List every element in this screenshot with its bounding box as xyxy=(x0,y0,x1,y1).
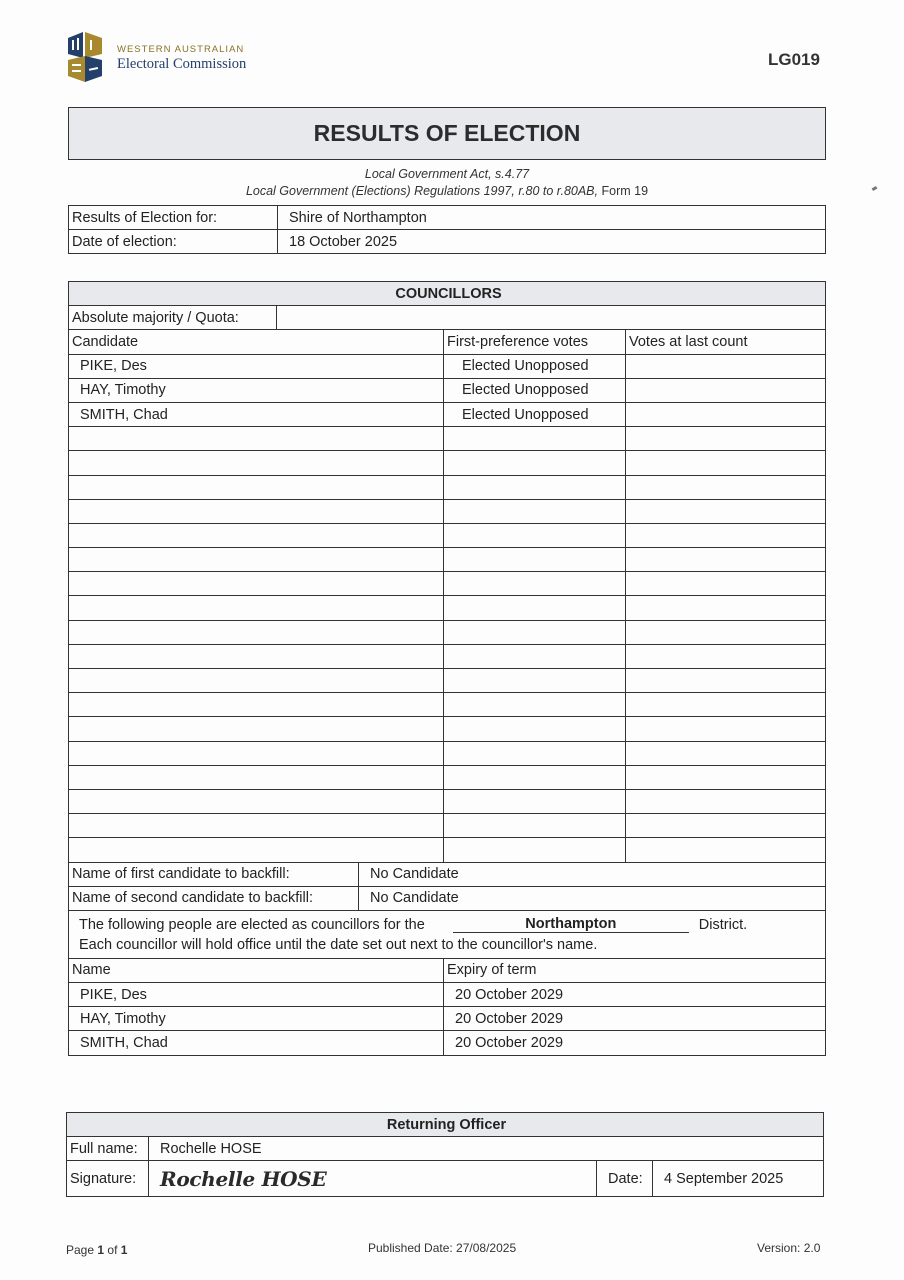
empty-candidate-row xyxy=(69,620,826,644)
empty-candidate-row xyxy=(69,451,826,475)
page-title: RESULTS OF ELECTION xyxy=(313,120,581,146)
district-prefix: The following people are elected as councillors for the xyxy=(79,916,425,933)
candidate-name xyxy=(69,548,444,572)
first-preference-votes xyxy=(444,717,626,741)
candidate-name xyxy=(69,523,444,547)
candidate-name: HAY, Timothy xyxy=(69,378,444,402)
backfill-second-label: Name of second candidate to backfill: xyxy=(69,886,359,910)
first-preference-votes xyxy=(444,548,626,572)
empty-candidate-row xyxy=(69,814,826,838)
candidate-name: PIKE, Des xyxy=(69,354,444,378)
district-suffix: District. xyxy=(698,916,748,933)
empty-candidate-row xyxy=(69,693,826,717)
signature-row xyxy=(67,1161,824,1197)
candidate-name xyxy=(69,838,444,862)
candidate-name xyxy=(69,717,444,741)
empty-candidate-row xyxy=(69,669,826,693)
first-preference-votes xyxy=(444,572,626,596)
district-line xyxy=(79,916,825,933)
signature-label: Signature: xyxy=(67,1161,149,1197)
quota-label: Absolute majority / Quota: xyxy=(69,306,277,330)
first-preference-votes xyxy=(444,451,626,475)
results-for-value: Shire of Northampton xyxy=(278,206,826,230)
candidate-name xyxy=(69,669,444,693)
signature: Rochelle HOSE xyxy=(149,1161,597,1197)
candidate-row xyxy=(69,354,826,378)
first-preference-votes xyxy=(444,814,626,838)
scan-artifact xyxy=(872,186,878,191)
results-for-label: Results of Election for: xyxy=(69,206,278,230)
legislation-act: Local Government Act, s.4.77 xyxy=(364,167,530,181)
backfill-second-row xyxy=(69,886,826,910)
term-row xyxy=(69,1031,826,1055)
form-number: Form 19 xyxy=(601,184,649,198)
returning-officer-heading: Returning Officer xyxy=(67,1113,824,1137)
votes-last-count xyxy=(626,789,826,813)
first-preference-votes: Elected Unopposed xyxy=(444,378,626,402)
results-for-row xyxy=(69,206,826,230)
councillors-heading: COUNCILLORS xyxy=(69,282,826,306)
backfill-second-value: No Candidate xyxy=(359,886,826,910)
page-total: 1 xyxy=(120,1243,128,1257)
votes-last-count xyxy=(626,427,826,451)
full-name-value: Rochelle HOSE xyxy=(149,1137,824,1161)
votes-last-count xyxy=(626,765,826,789)
district-statement xyxy=(69,910,826,958)
empty-candidate-rows xyxy=(69,427,826,862)
votes-last-count xyxy=(626,596,826,620)
page-of: of xyxy=(107,1243,118,1257)
empty-candidate-row xyxy=(69,644,826,668)
empty-candidate-row xyxy=(69,523,826,547)
form-code: LG019 xyxy=(768,50,820,69)
empty-candidate-row xyxy=(69,717,826,741)
councillor-name: SMITH, Chad xyxy=(69,1031,444,1055)
candidate-name xyxy=(69,620,444,644)
term-header-row xyxy=(69,958,826,982)
candidate-name xyxy=(69,644,444,668)
regulations-text: Local Government (Elections) Regulations 1997, r.80 to r.80AB, xyxy=(245,184,598,198)
backfill-first-label: Name of first candidate to backfill: xyxy=(69,862,359,886)
first-preference-votes xyxy=(444,765,626,789)
signature-date-label: Date: xyxy=(597,1161,653,1197)
signature-date-value: 4 September 2025 xyxy=(653,1161,824,1197)
councillor-name: PIKE, Des xyxy=(69,983,444,1007)
councillors-table xyxy=(68,281,826,1056)
candidate-name xyxy=(69,475,444,499)
term-expiry: 20 October 2029 xyxy=(444,1031,826,1055)
empty-candidate-row xyxy=(69,427,826,451)
votes-last-count xyxy=(626,354,826,378)
first-preference-votes xyxy=(444,838,626,862)
first-preference-votes xyxy=(444,620,626,644)
term-expiry: 20 October 2029 xyxy=(444,983,826,1007)
candidate-name xyxy=(69,499,444,523)
candidate-name xyxy=(69,814,444,838)
election-date-label: Date of election: xyxy=(69,230,278,254)
full-name-label: Full name: xyxy=(67,1137,149,1161)
backfill-first-row xyxy=(69,862,826,886)
councillor-name: HAY, Timothy xyxy=(69,1007,444,1031)
votes-last-count xyxy=(626,499,826,523)
first-preference-votes xyxy=(444,741,626,765)
candidate-name xyxy=(69,451,444,475)
column-header-first-preference: First-preference votes xyxy=(444,330,626,354)
candidate-name xyxy=(69,741,444,765)
candidate-name: SMITH, Chad xyxy=(69,402,444,426)
org-name-line1: WESTERN AUSTRALIAN xyxy=(117,44,245,55)
candidate-name xyxy=(69,765,444,789)
empty-candidate-row xyxy=(69,596,826,620)
first-preference-votes xyxy=(444,693,626,717)
quota-row xyxy=(69,306,826,330)
version: Version: 2.0 xyxy=(757,1241,821,1255)
votes-last-count xyxy=(626,620,826,644)
candidate-name xyxy=(69,789,444,813)
candidate-name xyxy=(69,693,444,717)
candidate-name xyxy=(69,427,444,451)
votes-last-count xyxy=(626,669,826,693)
first-preference-votes xyxy=(444,475,626,499)
first-preference-votes xyxy=(444,789,626,813)
empty-candidate-row xyxy=(69,499,826,523)
org-name-line2: Electoral Commission xyxy=(117,56,247,72)
votes-last-count xyxy=(626,475,826,499)
candidate-row xyxy=(69,378,826,402)
published-date: Published Date: 27/08/2025 xyxy=(368,1241,517,1255)
votes-last-count xyxy=(626,548,826,572)
district-statement-row xyxy=(69,910,826,958)
election-date-row xyxy=(69,230,826,254)
page-number xyxy=(66,1243,127,1257)
votes-last-count xyxy=(626,644,826,668)
first-preference-votes xyxy=(444,644,626,668)
votes-last-count xyxy=(626,451,826,475)
empty-candidate-row xyxy=(69,741,826,765)
votes-last-count xyxy=(626,717,826,741)
votes-last-count xyxy=(626,572,826,596)
first-preference-votes xyxy=(444,596,626,620)
election-info-table xyxy=(68,205,826,254)
votes-last-count xyxy=(626,402,826,426)
first-preference-votes: Elected Unopposed xyxy=(444,354,626,378)
empty-candidate-row xyxy=(69,838,826,862)
first-preference-votes: Elected Unopposed xyxy=(444,402,626,426)
term-header-expiry: Expiry of term xyxy=(444,958,826,982)
votes-last-count xyxy=(626,378,826,402)
backfill-first-value: No Candidate xyxy=(359,862,826,886)
first-preference-votes xyxy=(444,669,626,693)
district-name: Northampton xyxy=(453,916,689,933)
wa-electoral-commission-logo-icon xyxy=(68,32,102,82)
page-current: 1 xyxy=(97,1243,105,1257)
first-preference-votes xyxy=(444,427,626,451)
district-note: Each councillor will hold office until the date set out next to the councillor's name. xyxy=(79,936,598,953)
candidate-row xyxy=(69,402,826,426)
votes-last-count xyxy=(626,741,826,765)
first-preference-votes xyxy=(444,523,626,547)
empty-candidate-row xyxy=(69,548,826,572)
votes-last-count xyxy=(626,693,826,717)
empty-candidate-row xyxy=(69,789,826,813)
votes-last-count xyxy=(626,838,826,862)
full-name-row xyxy=(67,1137,824,1161)
column-header-row xyxy=(69,330,826,354)
returning-officer-table xyxy=(66,1112,824,1197)
page-prefix: Page xyxy=(66,1243,95,1257)
first-preference-votes xyxy=(444,499,626,523)
term-expiry: 20 October 2029 xyxy=(444,1007,826,1031)
empty-candidate-row xyxy=(69,572,826,596)
term-header-name: Name xyxy=(69,958,444,982)
title-box xyxy=(68,107,826,160)
candidate-name xyxy=(69,572,444,596)
quota-value xyxy=(277,306,826,330)
legislation-regulations xyxy=(68,184,826,198)
empty-candidate-row xyxy=(69,765,826,789)
votes-last-count xyxy=(626,523,826,547)
empty-candidate-row xyxy=(69,475,826,499)
candidate-name xyxy=(69,596,444,620)
term-row xyxy=(69,983,826,1007)
term-row xyxy=(69,1007,826,1031)
votes-last-count xyxy=(626,814,826,838)
election-date-value: 18 October 2025 xyxy=(278,230,826,254)
column-header-candidate: Candidate xyxy=(69,330,444,354)
column-header-last-count: Votes at last count xyxy=(626,330,826,354)
